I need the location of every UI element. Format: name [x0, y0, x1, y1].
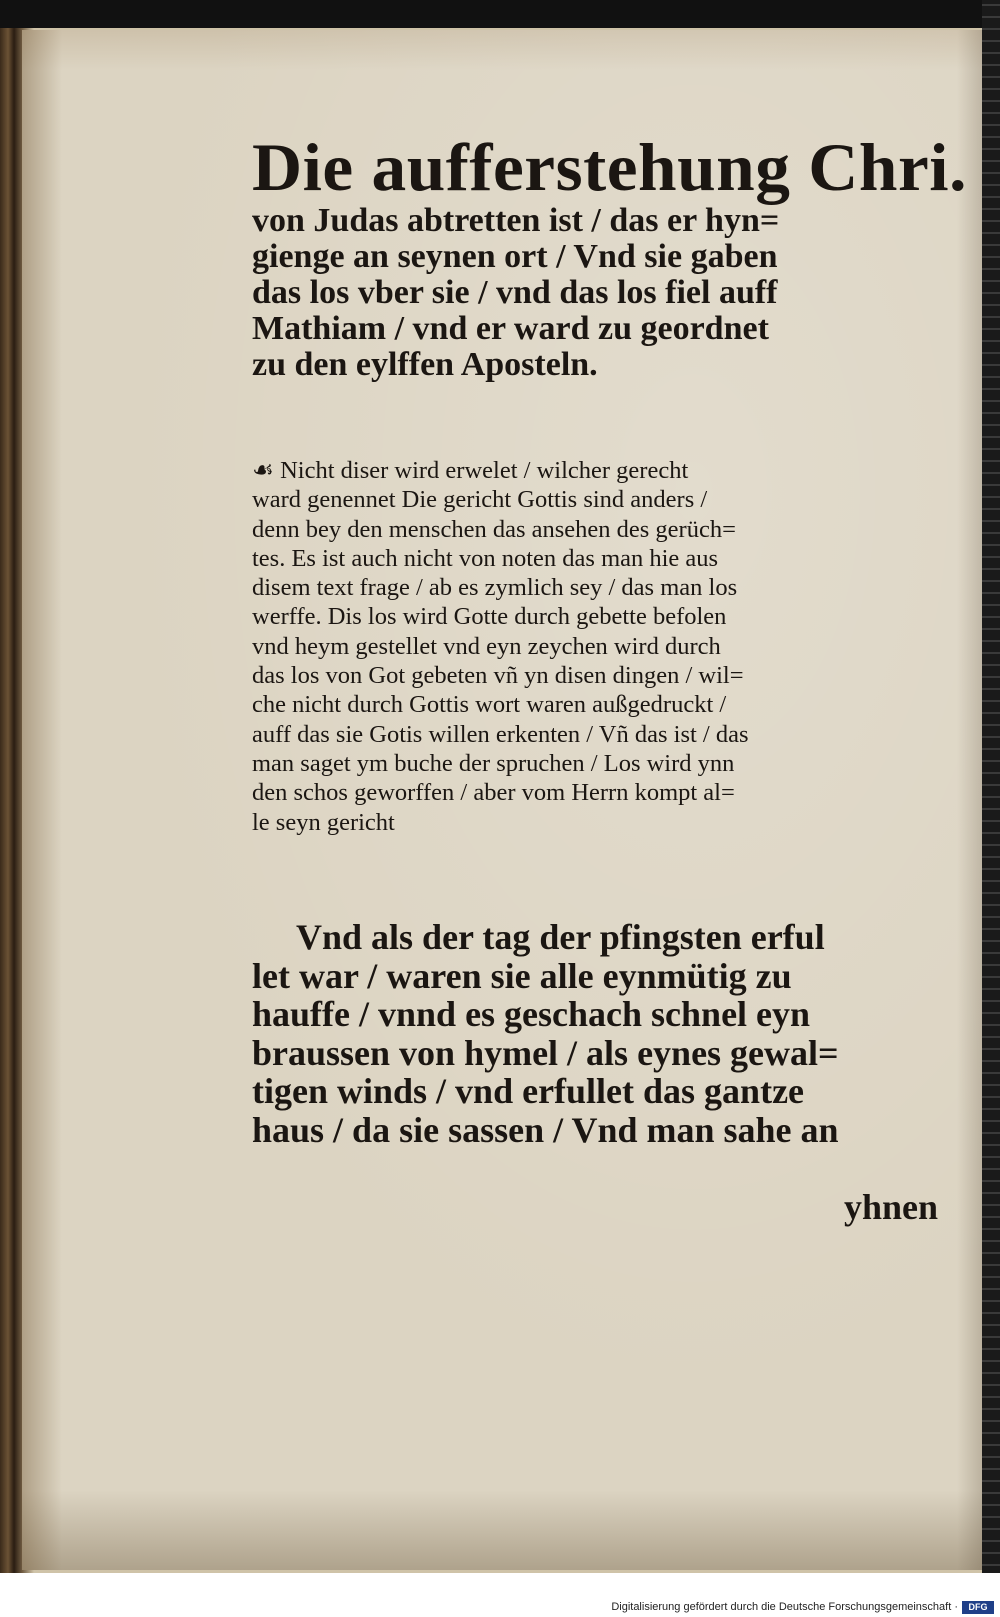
footer-bar — [0, 1573, 1000, 1617]
catchword: yhnen — [843, 1187, 938, 1227]
text-line: Vnd als der tag der pfingsten erful — [296, 917, 825, 957]
gloss-line: tes. Es ist auch nicht von noten das man hie aus — [252, 544, 719, 572]
gloss-line: disem text frage / ab es zymlich sey / das man los — [252, 574, 738, 602]
gloss-line: le seyn gericht — [252, 808, 395, 836]
gloss-line: ☙ Nicht diser wird erwelet / wilcher gerecht — [252, 457, 689, 484]
text-line: let war / waren sie alle eynmütig zu — [252, 955, 792, 996]
funding-credit: Digitalisierung gefördert durch die Deutsche Forschungsgemeinschaft · — [611, 1601, 958, 1613]
gloss-line: auff das sie Gotis willen erkenten / Vñ das ist / das — [252, 720, 749, 748]
gloss-line: werffe. Dis los wird Gotte durch gebette befolen — [252, 603, 727, 631]
text-line: tigen winds / vnd erfullet das gantze — [252, 1071, 805, 1112]
gloss-line: das los von Got gebeten vñ yn disen dingen / wil= — [252, 662, 744, 690]
text-line: Mathiam / vnd er ward zu geordnet — [252, 310, 769, 347]
text-line: von Judas abtretten ist / das er hyn= — [252, 202, 780, 239]
gloss-line: ward genennet Die gericht Gottis sind anders / — [252, 486, 708, 514]
gloss-line: che nicht durch Gottis wort waren außgedruckt / — [252, 691, 727, 719]
text-line: haus / da sie sassen / Vnd man sahe an — [252, 1109, 839, 1150]
paragraph-2 — [252, 918, 952, 1150]
text-line: hauffe / vnnd es geschach schnel eyn — [252, 994, 811, 1035]
scan-edge-strip — [982, 0, 1000, 1600]
running-title-text: Die aufferstehung Chri. — [252, 129, 967, 205]
dfg-logo: DFG — [962, 1601, 994, 1614]
gloss-line: man saget ym buche der spruchen / Los wird ynn — [252, 749, 735, 777]
text-line: zu den eylffen Aposteln. — [252, 346, 598, 383]
gloss-line: denn bey den menschen das ansehen des gerüch= — [252, 515, 736, 543]
gloss-line: vnd heym gestellet vnd eyn zeychen wird durch — [252, 632, 721, 660]
text-line: gienge an seynen ort / Vnd sie gaben — [252, 238, 778, 275]
text-line: braussen von hymel / als eynes gewal= — [252, 1032, 839, 1073]
gloss-line: den schos geworffen / aber vom Herrn kompt al= — [252, 779, 735, 807]
paragraph-1 — [252, 203, 952, 383]
text-line: das los vber sie / vnd das los fiel auff — [252, 274, 778, 311]
gloss-commentary — [252, 456, 952, 837]
running-title — [252, 128, 966, 207]
